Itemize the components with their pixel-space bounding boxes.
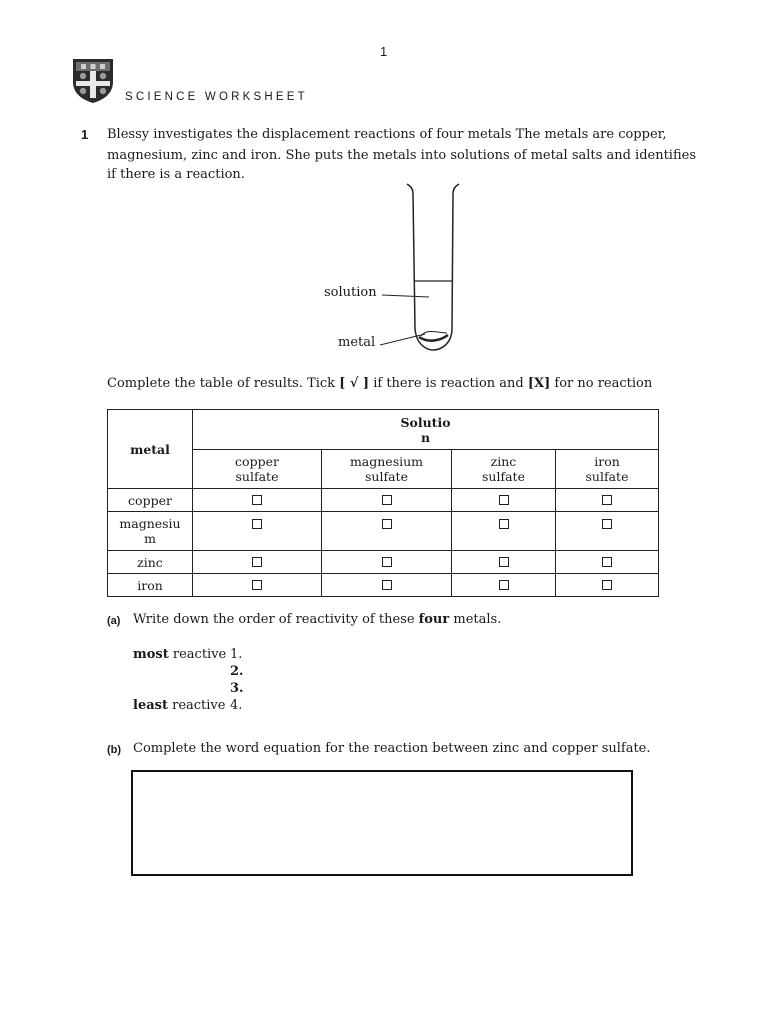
page-number: 1 <box>380 44 388 59</box>
checkbox[interactable] <box>602 557 612 567</box>
table-row-iron <box>108 574 659 597</box>
instruction-middle: if there is reaction and <box>369 376 528 391</box>
solution-label: solution <box>324 285 377 300</box>
metal-column-header: metal <box>108 410 193 489</box>
checkbox[interactable] <box>382 557 392 567</box>
instruction-after: for no reaction <box>550 376 653 391</box>
order-item-4: 4. <box>230 698 243 713</box>
checkbox[interactable] <box>252 519 262 529</box>
question-intro <box>107 124 697 184</box>
part-a-label: (a) <box>107 615 121 627</box>
instruction-before: Complete the table of results. Tick <box>107 376 340 391</box>
row-label-copper: copper <box>108 489 193 512</box>
order-item-3: 3. <box>230 681 244 696</box>
checkbox[interactable] <box>499 519 509 529</box>
part-b-label: (b) <box>107 744 122 756</box>
checkbox[interactable] <box>499 557 509 567</box>
column-header-magnesium-sulfate: magnesium sulfate <box>322 450 452 489</box>
checkbox[interactable] <box>382 519 392 529</box>
table-instruction <box>107 376 652 391</box>
checkbox[interactable] <box>252 557 262 567</box>
row-label-iron: iron <box>108 574 193 597</box>
checkbox[interactable] <box>499 580 509 590</box>
checkbox[interactable] <box>252 580 262 590</box>
worksheet-title: SCIENCE WORKSHEET <box>125 91 308 103</box>
part-a-question: Write down the order of reactivity of these four metals. <box>133 612 502 627</box>
results-table <box>107 409 659 597</box>
checkbox[interactable] <box>602 580 612 590</box>
least-reactive-label: least reactive <box>133 698 226 713</box>
checkbox[interactable] <box>602 519 612 529</box>
checkbox[interactable] <box>499 495 509 505</box>
tick-symbol: [ √ ] <box>339 376 370 391</box>
table-row-copper <box>108 489 659 512</box>
most-reactive-label: most reactive <box>133 647 227 662</box>
checkbox[interactable] <box>382 495 392 505</box>
test-tube-diagram <box>300 180 480 360</box>
intro-line-2: magnesium, zinc and iron. She puts the metals into solutions of metal salts and identifies if there is a reaction. <box>107 148 696 182</box>
column-header-zinc-sulfate: zinc sulfate <box>452 450 556 489</box>
row-label-zinc: zinc <box>108 551 193 574</box>
order-item-2: 2. <box>230 664 244 679</box>
order-item-1: 1. <box>230 647 243 662</box>
checkbox[interactable] <box>382 580 392 590</box>
intro-line-1: Blessy investigates the displacement reactions of four metals The metals are copper, <box>107 127 667 142</box>
word-equation-answer-box[interactable] <box>131 770 633 876</box>
column-header-iron-sulfate: iron sulfate <box>556 450 659 489</box>
row-label-magnesium: magnesiu m <box>108 512 193 551</box>
cross-symbol: [X] <box>527 376 551 391</box>
column-header-copper-sulfate: copper sulfate <box>193 450 322 489</box>
solution-column-header: Solutio n <box>193 410 659 450</box>
table-row-magnesium <box>108 512 659 551</box>
part-b-question: Complete the word equation for the reaction between zinc and copper sulfate. <box>133 741 651 756</box>
checkbox[interactable] <box>252 495 262 505</box>
checkbox[interactable] <box>602 495 612 505</box>
metal-label: metal <box>338 335 376 350</box>
university-crest-icon <box>72 58 114 104</box>
table-row-zinc <box>108 551 659 574</box>
question-number: 1 <box>81 127 89 142</box>
